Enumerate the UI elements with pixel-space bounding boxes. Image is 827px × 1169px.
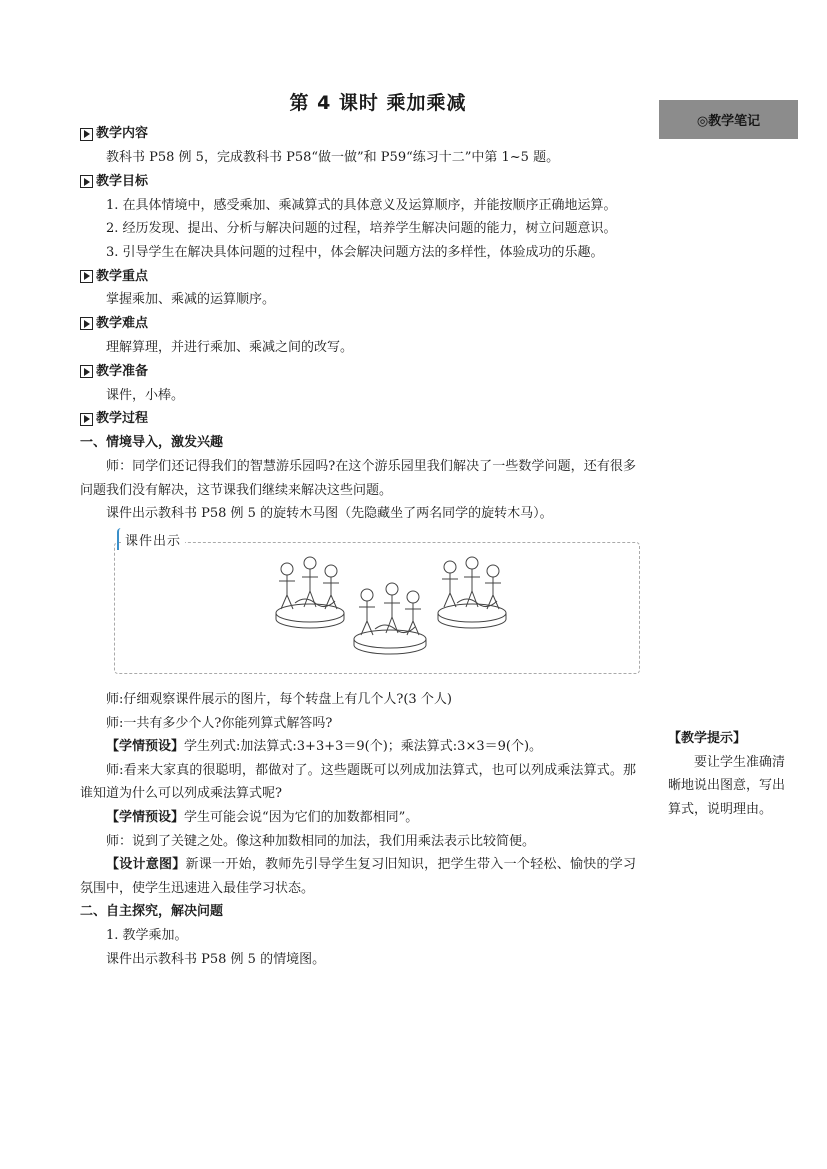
paragraph: 【学情预设】学生列式:加法算式:3+3+3＝9(个)；乘法算式:3×3＝9(个)。: [106, 739, 543, 755]
carousel-illustration: [265, 551, 515, 663]
paragraph: 课件出示教科书 P58 例 5 的情境图。: [106, 951, 326, 967]
teaching-notes-header: ◎教学笔记: [659, 100, 798, 139]
paragraph: 【学情预设】学生可能会说“因为它们的加数都相同”。: [106, 809, 419, 825]
paragraph: 师:仔细观察课件展示的图片，每个转盘上有几个人?(3 个人): [106, 691, 452, 707]
teaching-tip-body: 要让学生准确清晰地说出图意，写出算式，说明理由。: [668, 754, 786, 817]
difficult-text: 理解算理，并进行乘加、乘减之间的改写。: [106, 339, 354, 355]
courseware-label: 课件出示: [121, 530, 185, 554]
content-text: 教科书 P58 例 5，完成教科书 P58“做一做”和 P59“练习十二”中第 1~5 题。: [106, 150, 560, 165]
prep-text: 课件，小棒。: [106, 387, 185, 403]
section-heading-content: 教学内容: [80, 122, 636, 146]
preset-tag: 【学情预设】: [106, 739, 185, 755]
section-heading-difficult: 教学难点: [80, 312, 636, 336]
goal-item: 1. 在具体情境中，感受乘加、乘减算式的具体意义及运算顺序，并能按顺序正确地运算。: [106, 197, 617, 213]
teaching-tip: [668, 727, 790, 821]
paragraph: 师：说到了关键之处。像这种加数相同的加法，我们用乘法表示比较简便。: [106, 833, 536, 849]
page-title: 第 4 课时 乘加乘减: [289, 92, 467, 114]
play-triangle-icon: [80, 317, 93, 330]
paragraph: 师:一共有多少个人?你能列算式解答吗?: [106, 715, 333, 731]
part1-heading: 一、情境导入，激发兴趣: [80, 435, 224, 451]
courseware-box: [114, 533, 640, 674]
part2-heading: 二、自主探究，解决问题: [80, 904, 224, 920]
preset-tag: 【学情预设】: [106, 809, 185, 825]
teaching-tip-title: 【教学提示】: [668, 731, 747, 746]
section-heading-key: 教学重点: [80, 264, 636, 288]
section-heading-goals: 教学目标: [80, 170, 636, 194]
design-intent-tag: 【设计意图】: [106, 857, 186, 873]
play-triangle-icon: [80, 365, 93, 378]
section-heading-prep: 教学准备: [80, 360, 636, 384]
play-triangle-icon: [80, 413, 93, 426]
paragraph: 【设计意图】新课一开始，教师先引导学生复习旧知识，把学生带入一个轻松、愉快的学习氛围中，使学生迅速进入最佳学习状态。: [80, 857, 636, 896]
goal-item: 2. 经历发现、提出、分析与解决问题的过程，培养学生解决问题的能力，树立问题意识。: [106, 221, 617, 237]
play-triangle-icon: [80, 128, 93, 141]
main-content: [80, 122, 636, 971]
paragraph: 1. 教学乘加。: [106, 928, 188, 944]
paragraph: 师：同学们还记得我们的智慧游乐园吗?在这个游乐园里我们解决了一些数学问题，还有很多问题我们没有解决，这节课我们继续来解决这些问题。: [80, 459, 636, 498]
paragraph: 课件出示教科书 P58 例 5 的旋转木马图（先隐藏坐了两名同学的旋转木马）。: [106, 506, 553, 522]
section-heading-process: 教学过程: [80, 407, 636, 431]
paragraph: 师:看来大家真的很聪明，都做对了。这些题既可以列成加法算式，也可以列成乘法算式。那谁知道为什么可以列成乘法算式呢?: [80, 762, 636, 802]
play-triangle-icon: [80, 270, 93, 283]
key-text: 掌握乘加、乘减的运算顺序。: [106, 292, 276, 308]
play-triangle-icon: [80, 175, 93, 188]
goal-item: 3. 引导学生在解决具体问题的过程中，体会解决问题方法的多样性，体验成功的乐趣。: [106, 244, 604, 260]
